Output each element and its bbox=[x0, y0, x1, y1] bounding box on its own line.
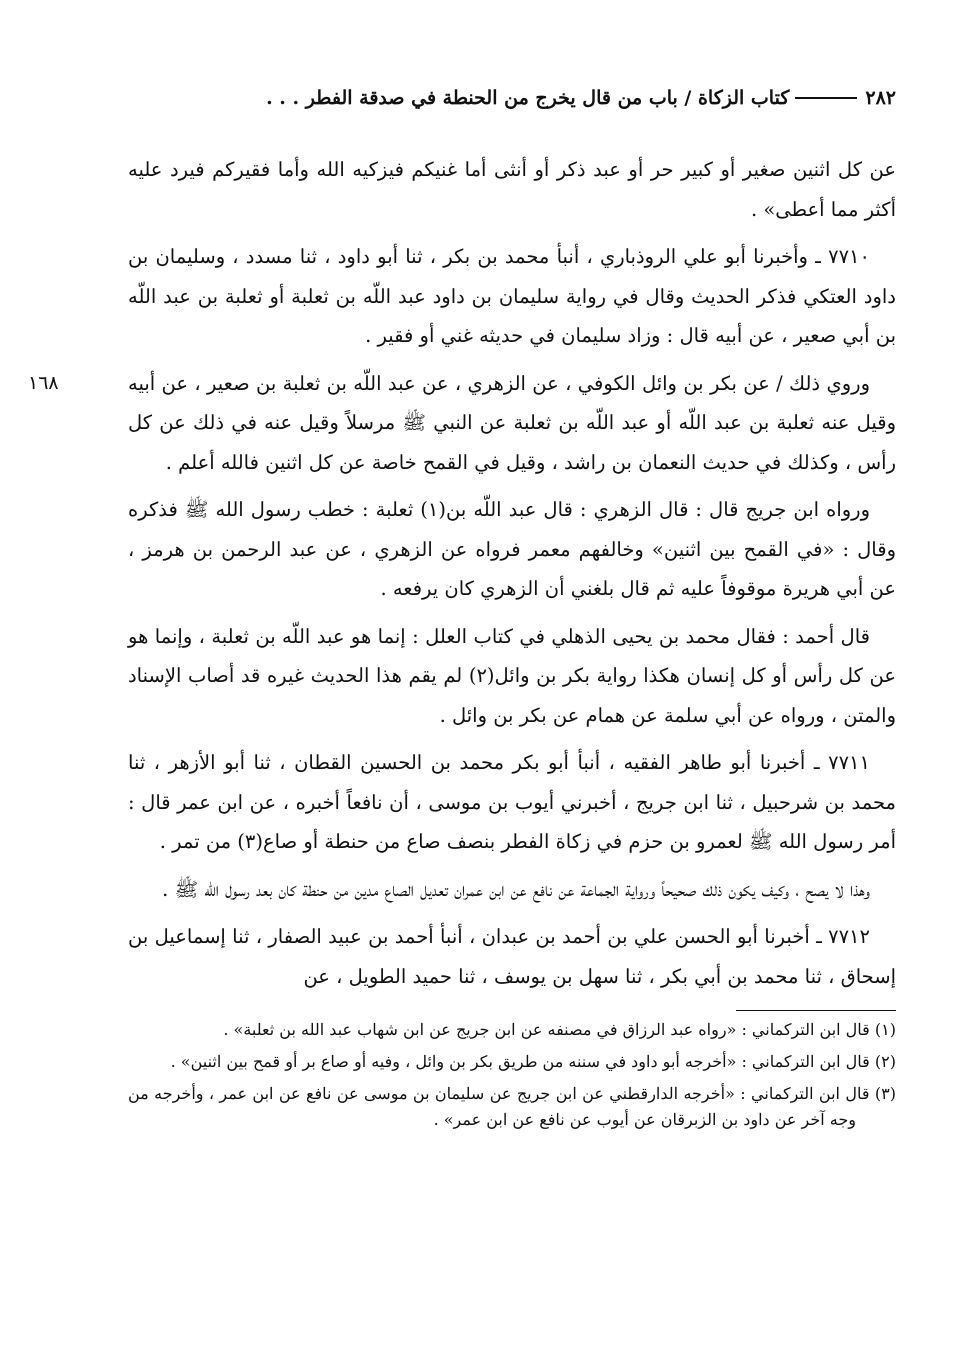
footnotes bbox=[128, 1017, 896, 1133]
footnote-rule bbox=[736, 1010, 896, 1011]
footnote-1: (١) قال ابن التركماني : «رواه عبد الرزاق في مصنفه عن ابن جريج عن ابن شهاب عبد الله بن ثعلبة» . bbox=[223, 1020, 896, 1039]
footnote-2: (٢) قال ابن التركماني : «أخرجه أبو داود في سننه من طريق بكر بن وائل ، وفيه أو صاع بر أو قمح بين اثنين» . bbox=[170, 1052, 896, 1071]
paragraph-7: وهذا لا يصح ، وكيف يكون ذلك صحيحاً ورواية الجماعة عن نافع عن ابن عمران تعديل الصاع مدين من حنطة كان بعد رسول الله ﷺ . bbox=[162, 877, 870, 901]
paragraph-3: وروي ذلك / عن بكر بن وائل الكوفي ، عن الزهري ، عن عبد اللّه بن ثعلبة بن صعير ، عن أبيه وقيل عنه ثعلبة بن عبد اللّه أو عبد اللّه بن ثعلبة عن النبي ﷺ مرسلاً وقيل عنه في ذلك عن كل رأس ، وكذلك في حديث النعمان بن راشد ، وقيل في القمح خاصة عن كل اثنين فالله أعلم . bbox=[128, 371, 896, 474]
main-text bbox=[28, 150, 897, 996]
header-title: كتاب الزكاة / باب من قال يخرج من الحنطة في صدقة الفطر . . . bbox=[266, 87, 790, 109]
margin-marker: ١٦٨ bbox=[28, 371, 59, 394]
paragraph-1: عن كل اثنين صغير أو كبير حر أو عبد ذكر أو أنثى أما غنيكم فيزكيه الله وأما فقيركم فيرد عليه أكثر مما أعطى» . bbox=[128, 158, 896, 221]
running-header bbox=[128, 78, 896, 118]
page-number: ٢٨٢ bbox=[865, 87, 896, 109]
paragraph-6: ٧٧١١ ـ أخبرنا أبو طاهر الفقيه ، أنبأ أبو بكر محمد بن الحسين القطان ، ثنا أبو الأزهر ، ثنا محمد بن شرحبيل ، ثنا ابن جريج ، أخبرني أيوب بن موسى ، أن نافعاً أخبره ، عن ابن عمر قال : أمر رسول الله ﷺ لعمرو بن حزم في زكاة الفطر بنصف صاع من حنطة أو صاع(٣) من تمر . bbox=[128, 751, 896, 853]
footnote-3: (٣) قال ابن التركماني : «أخرجه الدارقطني عن ابن جريج عن سليمان بن موسى عن نافع عن ابن عمر ، وأخرجه من وجه آخر عن داود بن الزبرقان عن أيوب عن نافع عن ابن عمر» . bbox=[128, 1084, 896, 1129]
paragraph-4: ورواه ابن جريج قال : قال الزهري : قال عبد اللّه بن(١) ثعلبة : خطب رسول الله ﷺ فذكره وقال : «في القمح بين اثنين» وخالفهم معمر فرواه عن الزهري ، عن عبد الرحمن بن هرمز ، عن أبي هريرة موقوفاً عليه ثم قال بلغني أن الزهري كان يرفعه . bbox=[128, 498, 896, 600]
page bbox=[28, 78, 897, 1133]
paragraph-2: ٧٧١٠ ـ وأخبرنا أبو علي الروذباري ، أنبأ محمد بن بكر ، ثنا أبو داود ، ثنا مسدد ، وسليمان بن داود العتكي فذكر الحديث وقال في رواية سليمان بن داود عبد اللّه بن ثعلبة أو ثعلبة بن عبد اللّه بن أبي صعير ، عن أبيه قال : وزاد سليمان في حديثه غني أو فقير . bbox=[128, 245, 896, 347]
paragraph-8: ٧٧١٢ ـ أخبرنا أبو الحسن علي بن أحمد بن عبدان ، أنبأ أحمد بن عبيد الصفار ، ثنا إسماعيل بن إسحاق ، ثنا محمد بن أبي بكر ، ثنا سهل بن يوسف ، ثنا حميد الطويل ، عن bbox=[128, 925, 896, 988]
header-rule bbox=[795, 97, 857, 99]
paragraph-5: قال أحمد : فقال محمد بن يحيى الذهلي في كتاب العلل : إنما هو عبد اللّه بن ثعلبة ، وإنما هو عن كل رأس أو كل إنسان هكذا رواية بكر بن وائل(٢) لم يقم هذا الحديث غيره قد أصاب الإسناد والمتن ، ورواه عن أبي سلمة عن همام عن بكر بن وائل . bbox=[128, 624, 897, 727]
